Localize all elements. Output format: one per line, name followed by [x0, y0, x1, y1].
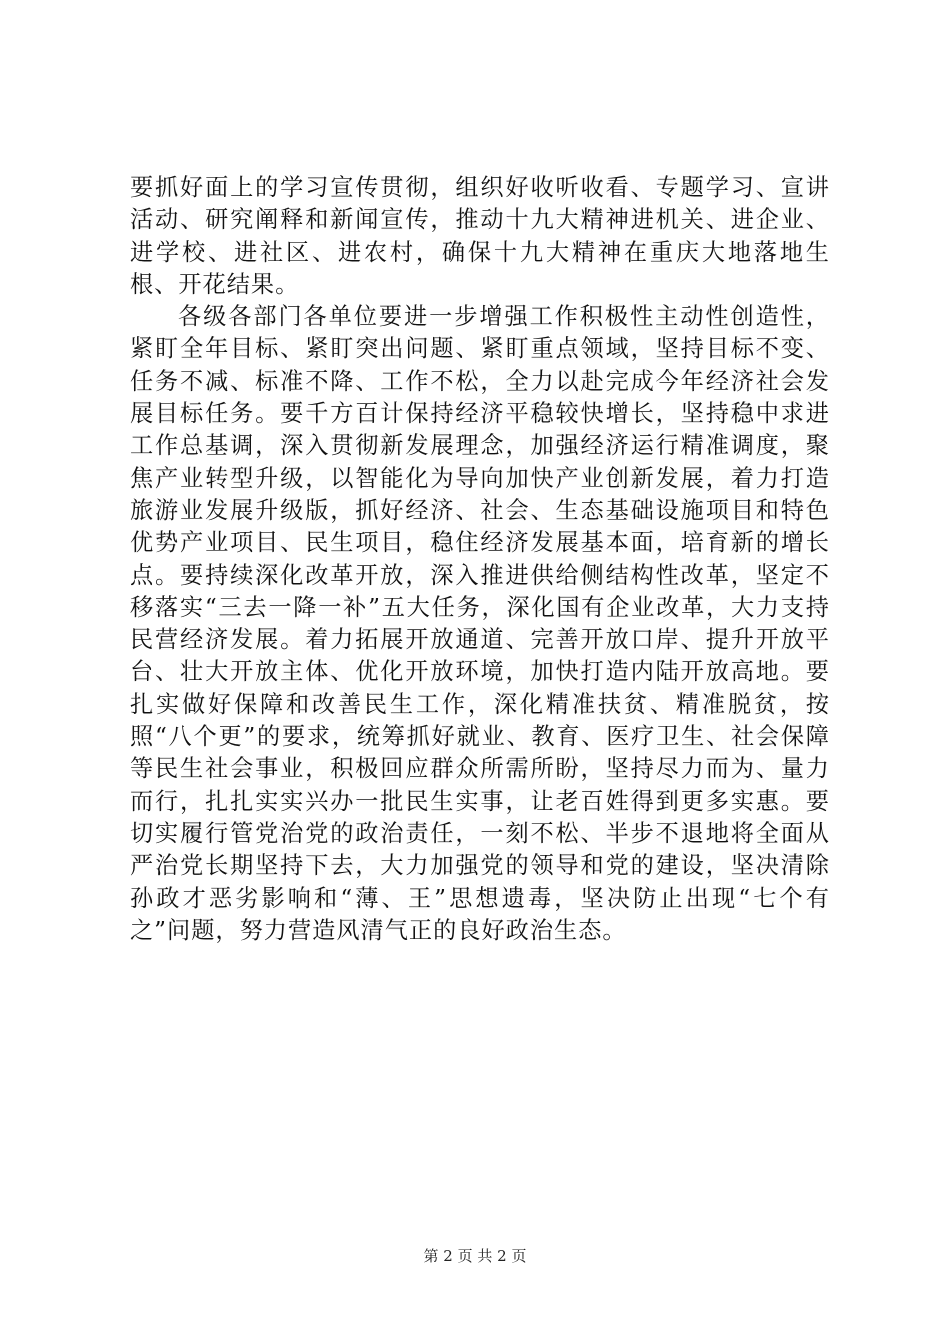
- paragraph-1: 要抓好面上的学习宣传贯彻，组织好收听收看、专题学习、宣讲活动、研究阐释和新闻宣传，推动十九大精神进机关、进企业、进学校、进社区、进农村，确保十九大精神在重庆大地落地生根、开花结果。: [130, 174, 830, 298]
- paragraph-2: 各级各部门各单位要进一步增强工作积极性主动性创造性，紧盯全年目标、紧盯突出问题、紧盯重点领域，坚持目标不变、任务不减、标准不降、工作不松，全力以赴完成今年经济社会发展目标任务。要千方百计保持经济平稳较快增长，坚持稳中求进工作总基调，深入贯彻新发展理念，加强经济运行精准调度，聚焦产业转型升级，以智能化为导向加快产业创新发展，着力打造旅游业发展升级版，抓好经济、社会、生态基础设施项目和特色优势产业项目、民生项目，稳住经济发展基本面，培育新的增长点。要持续深化改革开放，深入推进供给侧结构性改革，坚定不移落实“三去一降一补”五大任务，深化国有企业改革，大力支持民营经济发展。着力拓展开放通道、完善开放口岸、提升开放平台、壮大开放主体、优化开放环境，加快打造内陆开放高地。要扎实做好保障和改善民生工作，深化精准扶贫、精准脱贫，按照“八个更”的要求，统筹抓好就业、教育、医疗卫生、社会保障等民生社会事业，积极回应群众所需所盼，坚持尽力而为、量力而行，扎扎实实兴办一批民生实事，让老百姓得到更多实惠。要切实履行管党治党的政治责任，一刻不松、半步不退地将全面从严治党长期坚持下去，大力加强党的领导和党的建设，坚决清除孙政才恶劣影响和“薄、王”思想遗毒，坚决防止出现“七个有之”问题，努力营造风清气正的良好政治生态。: [130, 303, 830, 944]
- document-body: [130, 172, 830, 947]
- page-footer: 第 2 页 共 2 页: [423, 1247, 527, 1265]
